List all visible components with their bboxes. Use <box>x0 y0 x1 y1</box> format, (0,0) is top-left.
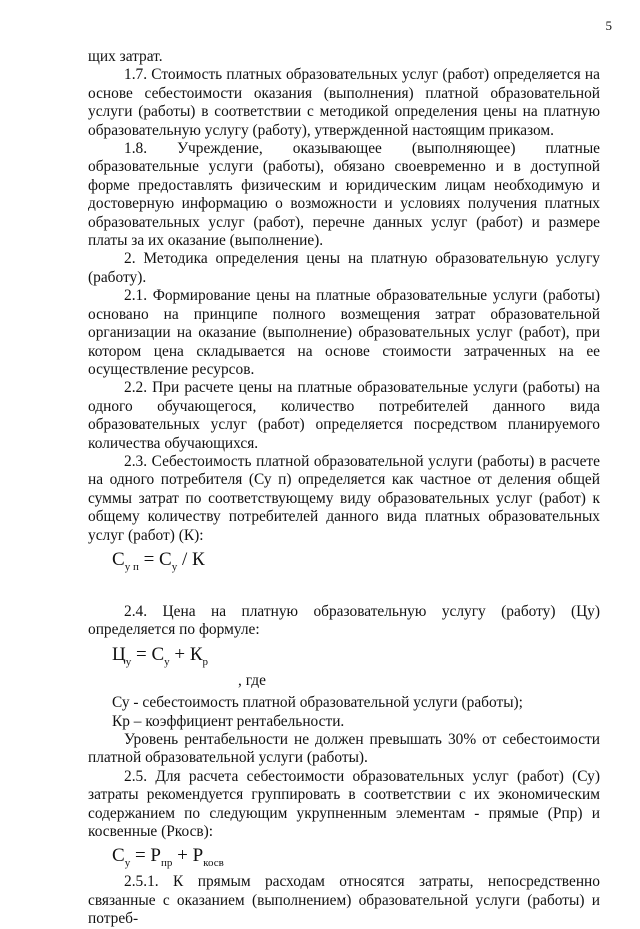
page-number: 5 <box>605 18 612 33</box>
document-body <box>88 48 600 929</box>
definition-cost: Су - себестоимость платной образовательной услуги (работы); <box>112 694 523 712</box>
paragraph-2-3: 2.3. Себестоимость платной образовательной услуги (работы) в расчете на одного потребителя (Су п) определяется как частное от деления общей суммы затрат по соответствующему виду образовательных услуг (работ) к общему количеству потребителей данного вида платных образовательных услуг (работ) (К): <box>88 452 600 544</box>
formula-price: $Ц_у = С_у + К_р$ <box>112 643 209 668</box>
formula-cost-sum: $С_у = Р_{пр} + Р_{косв}$ <box>112 845 224 870</box>
paragraph-continuation: щих затрат. <box>88 48 163 65</box>
paragraph-2-1: 2.1. Формирование цены на платные образовательные услуги (работы) основано на принципе полного возмещения затрат образовательной организации на оказание (выполнение) образовательных услуг (работ), при котором цена складывается на основе стоимости затраченных на ее осуществление ресурсов. <box>88 287 600 378</box>
paragraph-2-5: 2.5. Для расчета себестоимости образовательных услуг (работ) (Су) затраты рекомендуется группировать в соответствии с их экономическим содержанием по следующим укрупненным элементам - прямые (Рпр) и косвенные (Ркосв): <box>88 767 600 841</box>
formula-where: , где <box>238 671 266 689</box>
paragraph-1-7: 1.7. Стоимость платных образовательных услуг (работ) определяется на основе себестоимости оказания (выполнения) платной образовательной услуги (работы) в соответствии с методикой определения цены на платную образовательную услугу (работу), утвержденной настоящим приказом. <box>88 66 600 139</box>
definition-coefficient: Кр – коэффициент рентабельности. <box>112 712 345 730</box>
paragraph-2-2: 2.2. При расчете цены на платные образовательные услуги (работы) на одного обучающегося, количество потребителей данного вида образовательных услуг (работ) определяется посредством планируемого количества обучающихся. <box>88 379 600 452</box>
section-heading-2: 2. Методика определения цены на платную образовательную услугу (работу). <box>88 250 600 286</box>
paragraph-2-5-1: 2.5.1. К прямым расходам относятся затраты, непосредственно связанные с оказанием (выполнением) образовательной услуги (работы) и потреб- <box>88 873 600 928</box>
formula-unit-cost: $С_{у п} = С_у / К$ <box>112 548 205 573</box>
paragraph-1-8: 1.8. Учреждение, оказывающее (выполняющее) платные образовательные услуги (работы), обязано своевременно и в доступной форме предоставлять физическим и юридическим лицам необходимую и достоверную информацию о возможности и условиях получения платных образовательных услуг (работ), перечне данных услуг (работ) и размере платы за их оказание (выполнение). <box>88 140 600 250</box>
paragraph-2-4: 2.4. Цена на платную образовательную услугу (работу) (Цу) определяется по формуле: <box>88 602 600 639</box>
spacer <box>88 577 600 603</box>
paragraph-profitability: Уровень рентабельности не должен превышать 30% от себестоимости платной образовательной услуги (работы). <box>88 731 600 767</box>
